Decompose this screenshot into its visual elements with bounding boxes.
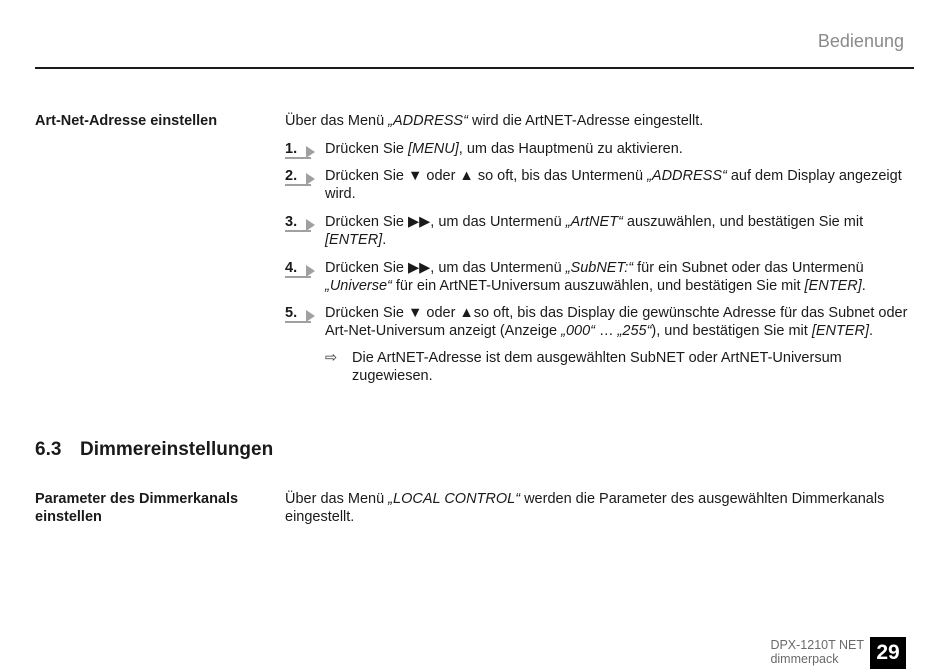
step-arrow-icon <box>306 310 315 322</box>
step-3: 3. Drücken Sie ▶▶, um das Untermenü „ArtNET“ auszuwählen, und bestätigen Sie mit [ENTER]. <box>285 214 864 248</box>
section-number: 6.3 <box>35 439 62 460</box>
step-1: 1. Drücken Sie [MENU], um das Hauptmenü zu aktivieren. <box>285 141 683 157</box>
step-number: 4. <box>285 259 321 277</box>
step-number: 2. <box>285 167 321 185</box>
step-number: 3. <box>285 213 321 231</box>
dimmer-intro <box>285 490 915 526</box>
result-arrow-icon: ⇨ <box>325 350 338 366</box>
art-net-intro <box>285 112 915 130</box>
header-title: Bedienung <box>817 31 904 51</box>
result-text: Die ArtNET-Adresse ist dem ausgewählten SubNET oder ArtNET-Universum zugewiesen. <box>352 350 842 384</box>
footer-product-type: dimmerpack <box>770 652 839 666</box>
section-heading <box>35 439 273 461</box>
intro-text-end: wird die ArtNET-Adresse eingestellt. <box>467 113 704 129</box>
dimmer-side-label: Parameter des Dimmerkanals einstellen <box>35 491 239 525</box>
step-2: 2. Drücken Sie ▼ oder ▲ so oft, bis das Untermenü „ADDRESS“ auf dem Display angezeigt wird. <box>285 168 902 202</box>
footer-product <box>770 638 864 666</box>
step-result <box>325 349 915 385</box>
step-arrow-icon <box>306 219 315 231</box>
section-title: Dimmereinstellungen <box>80 439 274 460</box>
intro-text: Über das Menü <box>285 491 389 507</box>
step-arrow-icon <box>306 173 315 185</box>
step-number: 1. <box>285 140 321 158</box>
intro-text-end: werden die Parameter des ausgewählten Dimmerkanals eingestellt. <box>285 491 885 525</box>
intro-menu-name: „LOCAL CONTROL“ <box>388 491 521 507</box>
step-4: 4. Drücken Sie ▶▶, um das Untermenü „SubNET:“ für ein Subnet oder das Untermenü „Universe“ für ein ArtNET-Universum auszuwählen, und bestätigen Sie mit [ENTER]. <box>285 260 866 294</box>
step-number: 5. <box>285 304 321 322</box>
header-divider <box>35 67 914 69</box>
intro-text: Über das Menü <box>285 113 389 129</box>
page-number: 29 <box>870 637 906 669</box>
step-arrow-icon <box>306 146 315 158</box>
footer-model: DPX-1210T NET <box>770 638 864 652</box>
step-5: 5. Drücken Sie ▼ oder ▲so oft, bis das Display die gewünschte Adresse für das Subnet oder Art-Net-Universum anzeigt (Anzeige „000“ … „255“), und bestätigen Sie mit [ENTER]. <box>285 305 908 339</box>
intro-menu-name: „ADDRESS“ <box>388 113 468 129</box>
step-arrow-icon <box>306 265 315 277</box>
art-net-side-label: Art-Net-Adresse einstellen <box>35 113 218 129</box>
